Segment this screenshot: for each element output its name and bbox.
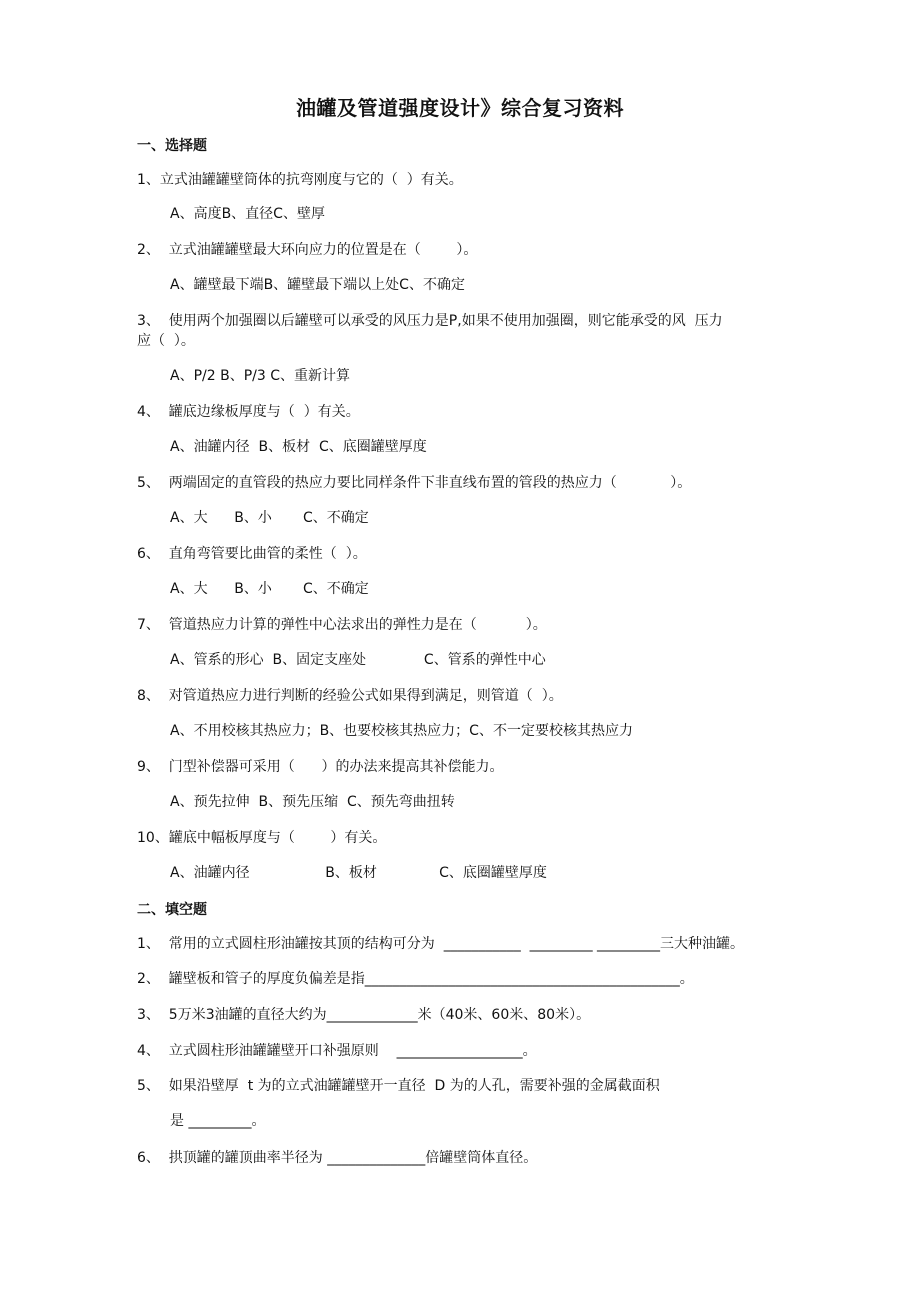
fill-question-4: 4、 立式圆柱形油罐罐壁开口补强原则 __________________。: [137, 1043, 537, 1059]
fill-question-5: 5、 如果沿壁厚 t 为的立式油罐罐壁开一直径 D 为的人孔，需要补强的金属截面积: [137, 1078, 660, 1094]
choice-options-10: A、油罐内径 B、板材 C、底圈罐壁厚度: [170, 865, 547, 881]
choice-options-1: A、高度B、直径C、壁厚: [170, 206, 325, 222]
fill-question-2: 2、 罐壁板和管子的厚度负偏差是指_____________________________________________。: [137, 971, 694, 987]
choice-question-5: 5、 两端固定的直管段的热应力要比同样条件下非直线布置的管段的热应力（ ）。: [137, 475, 692, 491]
fill-question-3: 3、 5万米3油罐的直径大约为_____________米（40米、60米、80米）。: [137, 1007, 591, 1023]
choice-question-6: 6、 直角弯管要比曲管的柔性（ ）。: [137, 546, 367, 562]
choice-options-4: A、油罐内径 B、板材 C、底圈罐壁厚度: [170, 439, 427, 455]
choice-options-7: A、管系的形心 B、固定支座处 C、管系的弹性中心: [170, 652, 546, 668]
section-heading-fill: 二、填空题: [137, 902, 207, 918]
choice-question-3-cont: 应（ ）。: [137, 333, 195, 349]
choice-question-2: 2、 立式油罐罐壁最大环向应力的位置是在（ ）。: [137, 242, 478, 258]
section-heading-choice: 一、选择题: [137, 138, 207, 154]
choice-question-9: 9、 门型补偿器可采用（ ）的办法来提高其补偿能力。: [137, 759, 504, 775]
choice-question-7: 7、 管道热应力计算的弹性中心法求出的弹性力是在（ ）。: [137, 617, 547, 633]
fill-question-6: 6、 拱顶罐的罐顶曲率半径为 ______________倍罐壁筒体直径。: [137, 1150, 538, 1166]
choice-options-3: A、P/2 B、P/3 C、重新计算: [170, 368, 350, 384]
fill-question-1: 1、 常用的立式圆柱形油罐按其顶的结构可分为 ___________ _________ _________三大种油罐。: [137, 936, 745, 952]
choice-options-6: A、大 B、小 C、不确定: [170, 581, 369, 597]
choice-question-3: 3、 使用两个加强圈以后罐壁可以承受的风压力是P,如果不使用加强圈，则它能承受的风 压力: [137, 313, 723, 329]
fill-question-5-cont: 是 _________。: [170, 1113, 266, 1129]
choice-question-1: 1、立式油罐罐壁筒体的抗弯刚度与它的（ ）有关。: [137, 172, 463, 188]
choice-options-5: A、大 B、小 C、不确定: [170, 510, 369, 526]
choice-options-9: A、预先拉伸 B、预先压缩 C、预先弯曲扭转: [170, 794, 455, 810]
choice-question-10: 10、罐底中幅板厚度与（ ）有关。: [137, 830, 387, 846]
choice-options-8: A、不用校核其热应力；B、也要校核其热应力；C、不一定要校核其热应力: [170, 723, 633, 739]
document-title: 油罐及管道强度设计》综合复习资料: [296, 96, 624, 120]
choice-options-2: A、罐壁最下端B、罐壁最下端以上处C、不确定: [170, 277, 465, 293]
choice-question-4: 4、 罐底边缘板厚度与（ ）有关。: [137, 404, 360, 420]
choice-question-8: 8、 对管道热应力进行判断的经验公式如果得到满足，则管道（ ）。: [137, 688, 563, 704]
